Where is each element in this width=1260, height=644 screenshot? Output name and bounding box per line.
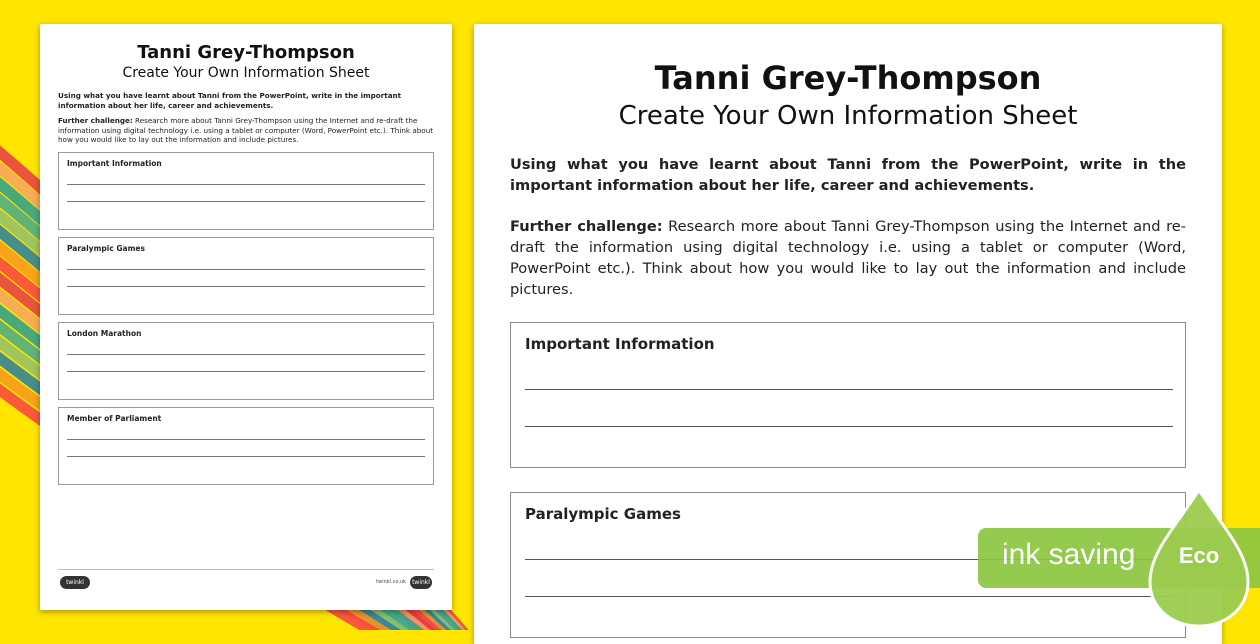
writing-line <box>67 423 425 440</box>
challenge-text <box>510 216 1186 300</box>
thumbnail-footer <box>58 569 434 592</box>
writing-line <box>67 270 425 287</box>
box-important-information <box>510 322 1186 468</box>
worksheet-thumbnail[interactable] <box>40 24 452 610</box>
challenge-body: Research more about Tanni Grey-Thompson using the Internet and re-draft the information using digital technology i.e. using a tablet or computer (Word, PowerPoint etc.). Think about how you would like to lay out the information and include pictures. <box>510 218 1187 298</box>
challenge-label: Further challenge: <box>510 218 663 235</box>
thumbnail-challenge-text: Research more about Tanni Grey-Thompson using the Internet and re-draft the information using digital technology i.e. using a tablet or computer (Word, PowerPoint etc.). Think about how you would like to lay out the information and include pictures. <box>58 116 434 144</box>
eco-label: Eco <box>1178 543 1220 568</box>
writing-line <box>67 185 425 202</box>
thumbnail-box-label: London Marathon <box>67 328 142 338</box>
page-title: Tanni Grey-Thompson <box>654 59 1042 97</box>
thumbnail-challenge <box>58 116 434 145</box>
thumbnail-box-member-of-parliament <box>58 407 434 485</box>
writing-line <box>67 168 425 185</box>
thumbnail-box-label: Paralympic Games <box>67 243 145 253</box>
box-label: Important Information <box>525 335 715 353</box>
writing-line <box>67 338 425 355</box>
twinkl-logo-small: twinkl <box>410 576 432 589</box>
thumbnail-box-label: Member of Parliament <box>67 413 162 423</box>
writing-line <box>67 253 425 270</box>
writing-line <box>67 355 425 372</box>
thumbnail-box-paralympic-games <box>58 237 434 315</box>
writing-line <box>525 353 1173 390</box>
footer-url: twinkl.co.uk <box>376 579 406 585</box>
page-subtitle: Create Your Own Information Sheet <box>618 101 1078 131</box>
writing-line <box>525 390 1173 427</box>
writing-line <box>67 440 425 457</box>
box-label: Paralympic Games <box>525 505 681 523</box>
thumbnail-box-label: Important Information <box>67 158 162 168</box>
thumbnail-subtitle: Create Your Own Information Sheet <box>122 65 370 81</box>
ink-saving-label: ink saving <box>1002 538 1136 571</box>
thumbnail-intro: Using what you have learnt about Tanni from the PowerPoint, write in the important information about her life, career and achievements. <box>58 91 402 110</box>
twinkl-logo: twinkl <box>60 576 90 589</box>
thumbnail-box-london-marathon <box>58 322 434 400</box>
thumbnail-title: Tanni Grey-Thompson <box>137 42 355 63</box>
thumbnail-box-important-information <box>58 152 434 230</box>
intro-text: Using what you have learnt about Tanni from the PowerPoint, write in the important information about her life, career and achievements. <box>510 156 1186 194</box>
thumbnail-challenge-label: Further challenge: <box>58 116 133 125</box>
